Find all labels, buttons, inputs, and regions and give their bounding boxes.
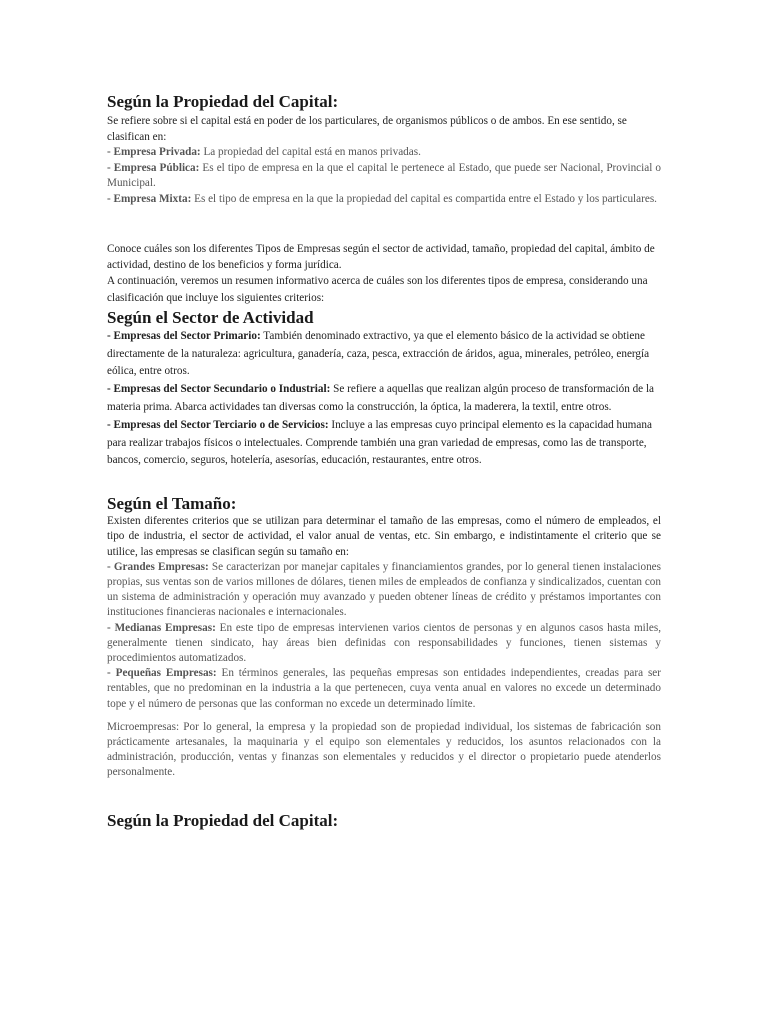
size-micro-paragraph: Microempresas: Por lo general, la empresa y la propiedad son de propiedad individual, los sistemas de fabricación son prácticamente artesanales, la maquinaria y el equipo son elementales y reducidos, los asuntos relacionados con la administración, producción, ventas y finanzas son elementales y reducidos y el director o propietario puede atenderlos personalmente. bbox=[107, 720, 661, 779]
capital-item-publica bbox=[107, 161, 661, 192]
size-item-label: - Medianas Empresas: bbox=[107, 621, 216, 634]
size-item-label: - Grandes Empresas: bbox=[107, 560, 209, 573]
document-page bbox=[107, 92, 661, 831]
size-item-pequenas bbox=[107, 666, 661, 712]
section-heading-sector: Según el Sector de Actividad bbox=[107, 307, 314, 327]
capital-item-privada bbox=[107, 145, 661, 161]
sector-item-text: Incluye a las empresas cuyo principal elemento es la capacidad humana para realizar trabajos físicos o intelectuales. Comprende también una gran variedad de empresas, como las de transporte, bancos, comercio, seguros, hotelería, asesorías, educación, restaurantes, entre otros. bbox=[107, 418, 652, 467]
section-heading-capital-bottom: Según la Propiedad del Capital: bbox=[107, 810, 339, 830]
size-item-grandes bbox=[107, 560, 661, 621]
sector-item-secundario bbox=[107, 381, 661, 417]
capital-item-label: - Empresa Mixta: bbox=[107, 192, 192, 205]
size-item-medianas bbox=[107, 621, 661, 667]
sector-item-label: - Empresas del Sector Terciario o de Servicios: bbox=[107, 418, 329, 431]
capital-item-text: Es el tipo de empresa en la que la propiedad del capital es compartida entre el Estado y los particulares. bbox=[191, 192, 657, 205]
sector-item-text: También denominado extractivo, ya que el elemento básico de la actividad se obtiene directamente de la naturaleza: agricultura, ganadería, caza, pesca, extracción de áridos, agua, minerales, petróleo, energía eólica, entre otros. bbox=[107, 329, 650, 378]
capital-item-mixta bbox=[107, 192, 661, 208]
section-heading-size: Según el Tamaño: bbox=[107, 494, 237, 514]
intro-paragraph-1: Conoce cuáles son los diferentes Tipos de Empresas según el sector de actividad, tamaño, propiedad del capital, ámbito de actividad, destino de los beneficios y forma jurídica. bbox=[107, 243, 655, 272]
sector-item-terciario bbox=[107, 417, 661, 470]
size-intro: Existen diferentes criterios que se utilizan para determinar el tamaño de las empresas, como el número de empleados, el tipo de industria, el sector de actividad, el valor anual de ventas, etc. Sin embargo, e indistintamente el criterio que se utilice, las empresas se clasifican según su tamaño en: bbox=[107, 515, 661, 558]
capital-item-label: - Empresa Pública: bbox=[107, 161, 200, 174]
capital-item-text: Es el tipo de empresa en la que el capital le pertenece al Estado, que puede ser Nacional, Provincial o Municipal. bbox=[107, 161, 661, 189]
sector-item-label: - Empresas del Sector Primario: bbox=[107, 329, 261, 342]
section-heading-capital: Según la Propiedad del Capital: bbox=[107, 92, 339, 111]
sector-item-label: - Empresas del Sector Secundario o Industrial: bbox=[107, 383, 331, 396]
size-item-text: Se caracterizan por manejar capitales y financiamientos grandes, por lo general tienen instalaciones propias, sus ventas son de varios millones de dólares, tienen miles de empleados de confianza y sindicalizados, cuentan con un sistema de administración y operación muy avanzado y pueden obtener líneas de crédito y préstamos importantes con instituciones financieras nacionales e internacionales. bbox=[107, 560, 661, 619]
size-item-text: En este tipo de empresas intervienen varios cientos de personas y en algunos casos hasta miles, generalmente tienen sindicato, hay áreas bien definidas con responsabilidades y funciones, tienen sistemas y procedimientos automatizados. bbox=[107, 621, 661, 665]
capital-item-label: - Empresa Privada: bbox=[107, 146, 201, 158]
intro-paragraph-2: A continuación, veremos un resumen informativo acerca de cuáles son los diferentes tipos de empresa, considerando una clasificación que incluye los siguientes criterios: bbox=[107, 275, 648, 304]
capital-intro: Se refiere sobre si el capital está en poder de los particulares, de organismos públicos o de ambos. En ese sentido, se clasifican en: bbox=[107, 115, 627, 143]
sector-item-text: Se refiere a aquellas que realizan algún proceso de transformación de la materia prima. Abarca actividades tan diversas como la construcción, la óptica, la maderera, la textil, entre otros. bbox=[107, 383, 655, 413]
size-item-label: - Pequeñas Empresas: bbox=[107, 667, 217, 680]
size-item-text: En términos generales, las pequeñas empresas son entidades independientes, creadas para ser rentables, que no predominan en la industria a la que pertenecen, cuya venta anual en valores no excede un determinado tope y el número de personas que las conforman no excede un determinado límite. bbox=[107, 667, 661, 710]
sector-item-primario bbox=[107, 328, 661, 381]
capital-item-text: La propiedad del capital está en manos privadas. bbox=[200, 146, 421, 158]
